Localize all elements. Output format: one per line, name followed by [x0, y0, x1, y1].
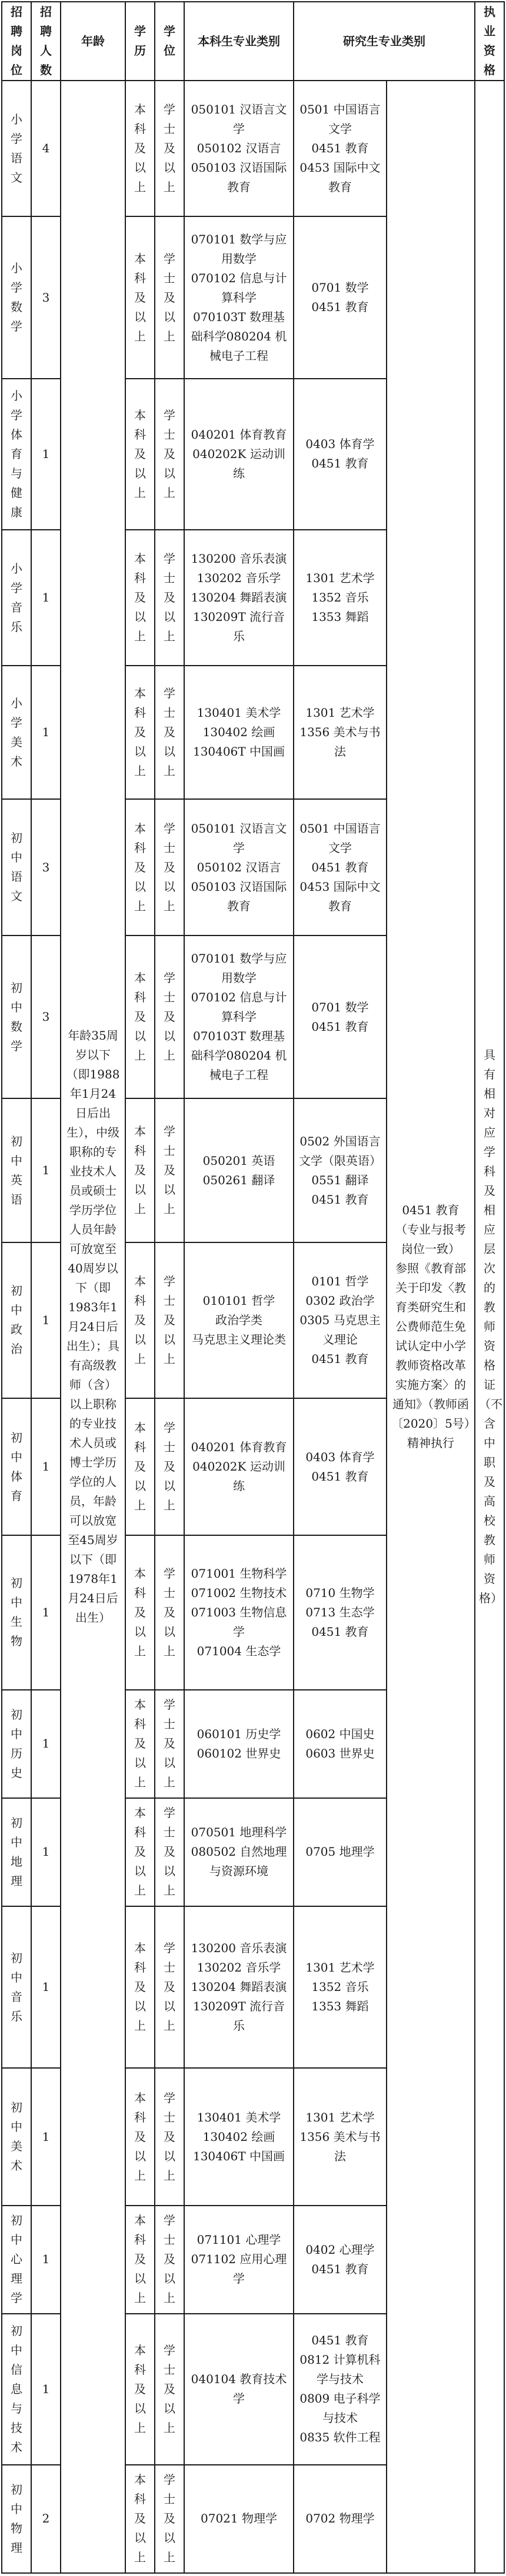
undergrad-cell: 060101 历史学 060102 世界史 [184, 1690, 294, 1798]
header-education: 学历 [125, 2, 155, 81]
post-cell-text: 小学语文 [11, 112, 22, 185]
post-cell [2, 1098, 31, 1242]
count-cell: 1 [31, 1398, 61, 1536]
education-cell-text: 本科及以上 [134, 102, 146, 195]
post-cell-text: 小学体育与健康 [11, 388, 22, 519]
post-cell-text: 小学音乐 [11, 561, 22, 634]
undergrad-cell: 071001 生物科学 071002 生物技术 071003 生物信息学 071004 生态学 [184, 1535, 294, 1689]
education-cell [125, 379, 155, 530]
degree-cell-text: 学士及以上 [164, 1566, 175, 1658]
education-cell-text: 本科及以上 [134, 407, 146, 500]
count-cell: 1 [31, 530, 61, 666]
postgrad-cell: 0602 中国史 0603 世界史 [294, 1690, 387, 1798]
degree-cell [155, 935, 184, 1099]
post-cell [2, 1242, 31, 1398]
undergrad-cell: 070101 数学与应用数学 070102 信息与计算科学 070103T 数理基础科学080204 机械电子工程 [184, 216, 294, 379]
degree-cell-text: 学士及以上 [164, 2090, 175, 2183]
degree-cell-text: 学士及以上 [164, 407, 175, 500]
education-cell [125, 935, 155, 1099]
degree-cell-text: 学士及以上 [164, 1421, 175, 1512]
undergrad-cell: 010101 哲学 政治学类 马克思主义理论类 [184, 1242, 294, 1398]
header-age: 年龄 [61, 2, 125, 81]
count-cell: 1 [31, 1098, 61, 1242]
education-cell [125, 216, 155, 379]
undergrad-cell: 050101 汉语言文学 050102 汉语言 050103 汉语国际教育 [184, 799, 294, 935]
count-cell: 1 [31, 2068, 61, 2206]
undergrad-cell: 070101 数学与应用数学 070102 信息与计算科学 070103T 数理基础科学080204 机械电子工程 [184, 935, 294, 1099]
degree-cell [155, 1398, 184, 1536]
recruitment-table [1, 1, 505, 2574]
degree-cell [155, 1098, 184, 1242]
degree-cell [155, 216, 184, 379]
post-cell [2, 2314, 31, 2465]
undergrad-cell: 040201 体育教育 040202K 运动训练 [184, 379, 294, 530]
degree-cell [155, 1906, 184, 2069]
degree-cell-text: 学士及以上 [164, 1806, 175, 1898]
post-cell-text: 初中体育 [11, 1430, 22, 1503]
education-cell [125, 2314, 155, 2465]
postgrad-cell: 0701 数学 0451 教育 [294, 935, 387, 1099]
count-cell: 2 [31, 2465, 61, 2573]
post-cell-text: 初中音乐 [11, 1950, 22, 2023]
postgrad-cell: 1301 艺术学 1352 音乐 1353 舞蹈 [294, 530, 387, 666]
education-cell-text: 本科及以上 [134, 2343, 146, 2435]
qualification-cell: 具有相对应学科及相应层次的教师资格证（不含中职及高校教师资格） [475, 81, 504, 2573]
education-cell-text: 本科及以上 [134, 1698, 146, 1790]
header-row [2, 2, 504, 81]
education-cell-text: 本科及以上 [134, 821, 146, 913]
education-cell-text: 本科及以上 [134, 2090, 146, 2183]
degree-cell-text: 学士及以上 [164, 971, 175, 1063]
count-cell: 1 [31, 1690, 61, 1798]
post-cell-text: 小学数学 [11, 261, 22, 334]
count-cell: 1 [31, 2206, 61, 2314]
degree-cell-text: 学士及以上 [164, 1698, 175, 1790]
undergrad-cell: 130401 美术学 130402 绘画 130406T 中国画 [184, 2068, 294, 2206]
post-cell [2, 1798, 31, 1906]
education-cell [125, 81, 155, 216]
table-body [2, 81, 504, 2573]
education-cell-text: 本科及以上 [134, 1806, 146, 1898]
post-cell [2, 1906, 31, 2069]
undergrad-cell: 050101 汉语言文学 050102 汉语言 050103 汉语国际教育 [184, 81, 294, 216]
education-cell [125, 799, 155, 935]
education-cell [125, 1098, 155, 1242]
education-cell [125, 1798, 155, 1906]
education-cell-text: 本科及以上 [134, 1566, 146, 1658]
degree-cell-text: 学士及以上 [164, 821, 175, 913]
degree-cell-text: 学士及以上 [164, 1941, 175, 2033]
undergrad-cell: 07021 物理学 [184, 2465, 294, 2573]
degree-cell [155, 2068, 184, 2206]
post-cell-text: 小学美术 [11, 696, 22, 769]
education-cell [125, 530, 155, 666]
degree-cell [155, 2465, 184, 2573]
undergrad-cell: 130401 美术学 130402 绘画 130406T 中国画 [184, 666, 294, 799]
education-cell [125, 2206, 155, 2314]
postgrad-cell: 0702 物理学 [294, 2465, 387, 2573]
education-cell-text: 本科及以上 [134, 2213, 146, 2306]
post-cell [2, 935, 31, 1099]
education-cell-text: 本科及以上 [134, 1941, 146, 2033]
post-cell-text: 初中数学 [11, 980, 22, 1053]
degree-cell [155, 81, 184, 216]
postgrad-cell: 0451 教育 0812 计算机科学与技术 0809 电子科学与技术 0835 软件工程 [294, 2314, 387, 2465]
count-cell: 3 [31, 799, 61, 935]
postgrad-cell: 1301 艺术学 1356 美术与书法 [294, 666, 387, 799]
degree-cell-text: 学士及以上 [164, 2213, 175, 2306]
count-cell: 1 [31, 2314, 61, 2465]
degree-cell-text: 学士及以上 [164, 2473, 175, 2565]
post-cell [2, 1398, 31, 1536]
post-cell [2, 530, 31, 666]
postgrad-cell: 0403 体育学 0451 教育 [294, 379, 387, 530]
count-cell: 1 [31, 1535, 61, 1689]
education-cell [125, 1535, 155, 1689]
postgrad-cell: 1301 艺术学 1352 音乐 1353 舞蹈 [294, 1906, 387, 2069]
post-cell [2, 2068, 31, 2206]
education-cell [125, 1398, 155, 1536]
postgrad-cell: 0501 中国语言文学 0451 教育 0453 国际中文教育 [294, 81, 387, 216]
degree-cell [155, 530, 184, 666]
education-cell-text: 本科及以上 [134, 552, 146, 643]
undergrad-cell: 040104 教育技术学 [184, 2314, 294, 2465]
count-cell: 1 [31, 379, 61, 530]
post-cell-text: 初中生物 [11, 1576, 22, 1649]
education-cell-text: 本科及以上 [134, 251, 146, 343]
header-count: 招聘人数 [31, 2, 61, 81]
degree-cell-text: 学士及以上 [164, 102, 175, 195]
postgrad-cell: 0101 哲学 0302 政治学 0305 马克思主义理论 0451 教育 [294, 1242, 387, 1398]
postgrad-cell: 0403 体育学 0451 教育 [294, 1398, 387, 1536]
post-cell [2, 81, 31, 216]
degree-cell-text: 学士及以上 [164, 686, 175, 779]
undergrad-cell: 071101 心理学 071102 应用心理学 [184, 2206, 294, 2314]
degree-cell-text: 学士及以上 [164, 552, 175, 643]
education-cell-text: 本科及以上 [134, 1274, 146, 1366]
undergrad-cell: 070501 地理科学 080502 自然地理与资源环境 [184, 1798, 294, 1906]
post-cell-text: 初中英语 [11, 1134, 22, 1207]
degree-cell [155, 2314, 184, 2465]
degree-cell [155, 1242, 184, 1398]
header-post: 招聘岗位 [2, 2, 31, 81]
degree-cell-text: 学士及以上 [164, 2343, 175, 2435]
count-cell: 4 [31, 81, 61, 216]
post-cell [2, 2465, 31, 2573]
education-cell [125, 1906, 155, 2069]
postgrad-cell: 0501 中国语言文学 0451 教育 0453 国际中文教育 [294, 799, 387, 935]
postgrad-cell: 0502 外国语言文学（限英语） 0551 翻译 0451 教育 [294, 1098, 387, 1242]
education-cell-text: 本科及以上 [134, 1124, 146, 1217]
post-cell-text: 初中语文 [11, 831, 22, 903]
post-cell [2, 666, 31, 799]
education-cell [125, 2068, 155, 2206]
header-undergrad: 本科生专业类别 [184, 2, 294, 81]
post-cell-text: 初中心理学 [11, 2213, 22, 2306]
count-cell: 3 [31, 216, 61, 379]
degree-cell-text: 学士及以上 [164, 1124, 175, 1217]
degree-cell [155, 666, 184, 799]
post-cell [2, 2206, 31, 2314]
post-cell [2, 379, 31, 530]
undergrad-cell: 040201 体育教育 040202K 运动训练 [184, 1398, 294, 1536]
undergrad-cell: 130200 音乐表演 130202 音乐学 130204 舞蹈表演 130209T 流行音乐 [184, 1906, 294, 2069]
table-row [2, 81, 504, 216]
postgrad-cell: 0402 心理学 0451 教育 [294, 2206, 387, 2314]
degree-cell [155, 1535, 184, 1689]
education-cell [125, 2465, 155, 2573]
education-cell-text: 本科及以上 [134, 971, 146, 1063]
post-cell-text: 初中信息与技术 [11, 2323, 22, 2454]
post-cell [2, 799, 31, 935]
header-qualification: 执业资格 [475, 2, 504, 81]
education-cell [125, 1690, 155, 1798]
count-cell: 3 [31, 935, 61, 1099]
education-cell-text: 本科及以上 [134, 1421, 146, 1512]
postgrad-cell: 1301 艺术学 1356 美术与书法 [294, 2068, 387, 2206]
post-cell [2, 216, 31, 379]
count-cell: 1 [31, 1242, 61, 1398]
undergrad-cell: 130200 音乐表演 130202 音乐学 130204 舞蹈表演 130209T 流行音乐 [184, 530, 294, 666]
degree-cell [155, 2206, 184, 2314]
education-cell-text: 本科及以上 [134, 2473, 146, 2565]
count-cell: 1 [31, 1798, 61, 1906]
degree-cell-text: 学士及以上 [164, 1274, 175, 1366]
post-cell-text: 初中美术 [11, 2100, 22, 2173]
degree-cell [155, 1798, 184, 1906]
postgrad-general-cell: 0451 教育（专业与报考岗位一致） 参照《教育部关于印发〈教育类研究生和公费师范生免试认定中小学教师资格改革实施方案〉的通知》（教师函〔2020〕5号）精神执行 [387, 81, 475, 2573]
postgrad-cell: 0701 数学 0451 教育 [294, 216, 387, 379]
count-cell: 1 [31, 1906, 61, 2069]
education-cell-text: 本科及以上 [134, 686, 146, 779]
post-cell [2, 1535, 31, 1689]
post-cell-text: 初中物理 [11, 2482, 22, 2555]
header-postgrad: 研究生专业类别 [294, 2, 475, 81]
undergrad-cell: 050201 英语 050261 翻译 [184, 1098, 294, 1242]
count-cell: 1 [31, 666, 61, 799]
degree-cell [155, 799, 184, 935]
post-cell-text: 初中政治 [11, 1284, 22, 1357]
degree-cell-text: 学士及以上 [164, 251, 175, 343]
post-cell-text: 初中历史 [11, 1707, 22, 1780]
degree-cell [155, 379, 184, 530]
degree-cell [155, 1690, 184, 1798]
education-cell [125, 666, 155, 799]
header-degree: 学位 [155, 2, 184, 81]
education-cell [125, 1242, 155, 1398]
postgrad-cell: 0705 地理学 [294, 1798, 387, 1906]
post-cell-text: 初中地理 [11, 1815, 22, 1888]
age-requirement-cell: 年龄35周岁以下（即1988年1月24日后出生），中级职称的专业技术人员或硕士学历学位人员年龄可放宽至40周岁以下（即1983年1月24日后出生）；具有高级教师（含）以上职称的专业技术人员或博士学历学位的人员，年龄可以放宽至45周岁以下（即1978年1月24日后出生） [61, 81, 125, 2573]
post-cell [2, 1690, 31, 1798]
postgrad-cell: 0710 生物学 0713 生态学 0451 教育 [294, 1535, 387, 1689]
